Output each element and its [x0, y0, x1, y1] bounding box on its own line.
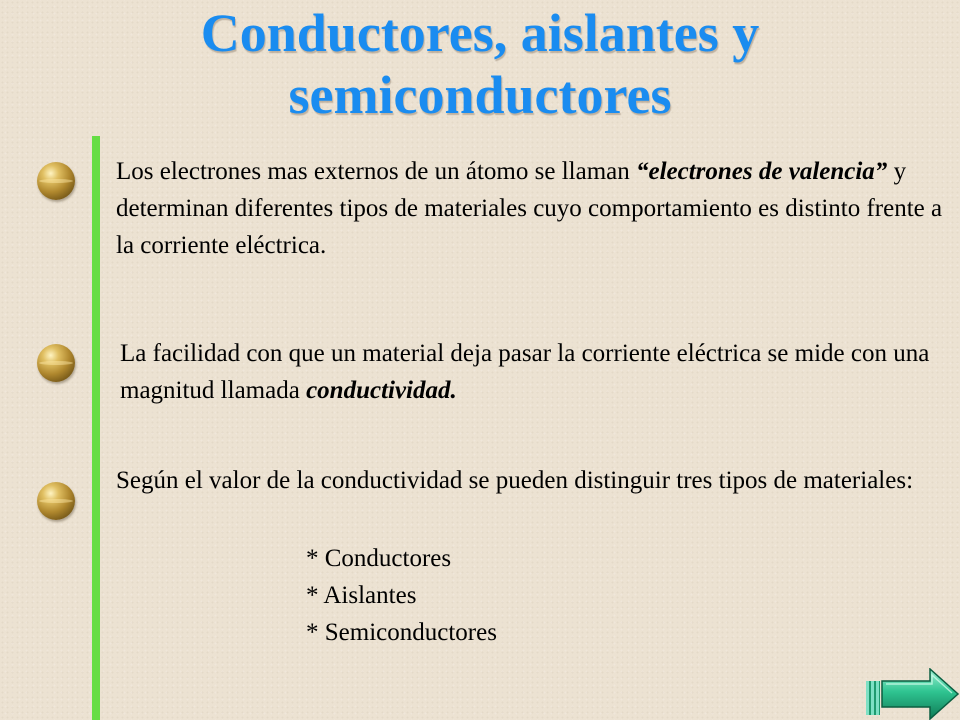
paragraph-valence-electrons: [116, 153, 946, 264]
paragraph-conductivity: [120, 335, 950, 409]
materials-list: [306, 540, 497, 651]
paragraph-text: Los electrones mas externos de un átomo se llaman: [116, 158, 636, 185]
list-item-conductores: * Conductores: [306, 540, 497, 577]
nav-bars-icon: [866, 681, 880, 715]
bullet-sphere-icon: [37, 162, 75, 200]
vertical-divider: [92, 136, 100, 720]
paragraph-text: La facilidad con que un material deja pasar la corriente eléctrica se mide con una magnitud llamada: [120, 340, 930, 404]
paragraph-text: y determinan diferentes tipos de materiales cuyo comportamiento es distinto frente a la corriente eléctrica.: [116, 158, 943, 259]
slide-title: [0, 0, 960, 126]
bullet-sphere-icon: [37, 482, 75, 520]
slide-title-line1: Conductores, aislantes y: [200, 3, 760, 63]
next-arrow-icon: [880, 668, 960, 720]
emphasis-term: conductividad.: [306, 377, 457, 404]
emphasis-term: “electrones de valencia”: [635, 158, 888, 185]
slide-title-line2: semiconductores: [288, 65, 672, 125]
paragraph-text: Según el valor de la conductividad se pueden distinguir tres tipos de materiales:: [116, 467, 914, 494]
list-item-semiconductores: * Semiconductores: [306, 614, 497, 651]
list-item-aislantes: * Aislantes: [306, 577, 497, 614]
bullet-sphere-icon: [37, 344, 75, 382]
next-slide-button[interactable]: [860, 668, 960, 720]
paragraph-material-types: [116, 462, 956, 499]
